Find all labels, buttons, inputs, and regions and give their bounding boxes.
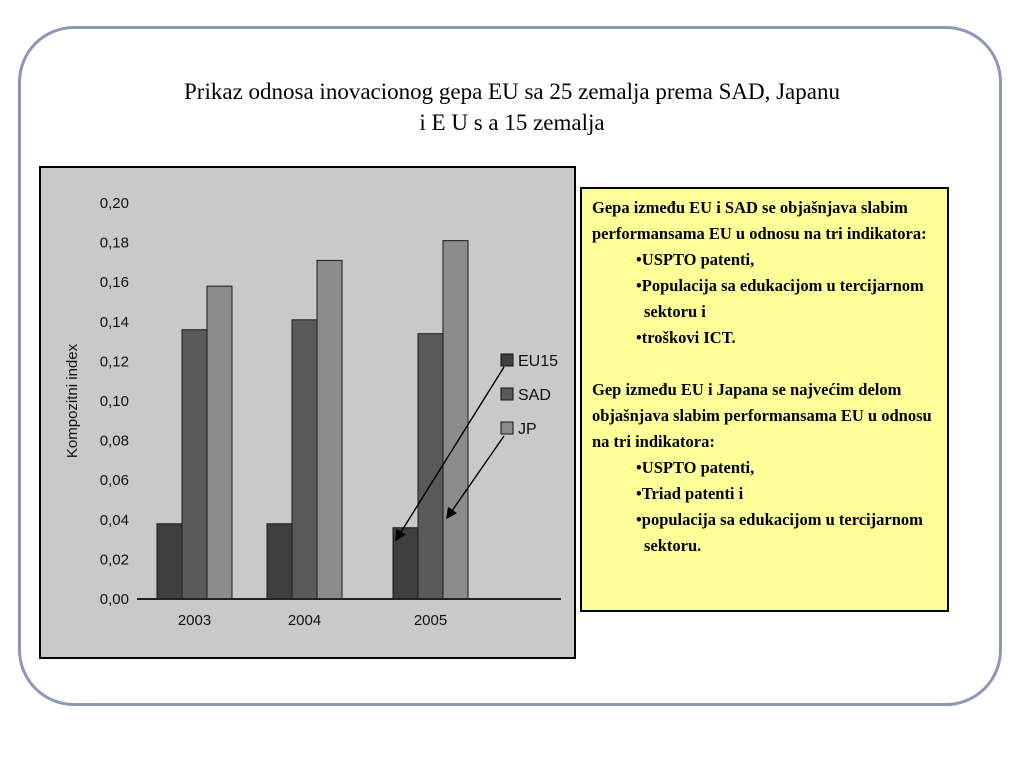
legend-swatch-eu15	[501, 354, 513, 366]
bar-sad-2005	[418, 334, 443, 599]
bullet-item: • Triad patenti i	[592, 481, 937, 507]
y-tick-label: 0,18	[99, 234, 129, 252]
bar-sad-2003	[182, 330, 207, 599]
bar-eu15-2004	[267, 524, 292, 599]
bar-jp-2005	[443, 241, 468, 599]
y-tick-label: 0,04	[99, 511, 129, 529]
legend-swatch-jp	[501, 422, 513, 434]
paragraph-eu-sad: Gepa između EU i SAD se objašnjava slabim performansama EU u odnosu na tri indikatora:	[592, 198, 927, 243]
legend-label-jp: JP	[518, 421, 537, 438]
y-tick-label: 0,00	[99, 591, 129, 608]
slide-title	[60, 76, 964, 138]
title-line-2: i E U s a 15 zemalja	[419, 110, 605, 135]
legend	[501, 353, 558, 438]
x-tick-label: 2003	[177, 612, 212, 629]
y-tick-label: 0,02	[99, 551, 129, 569]
legend-swatch-sad	[501, 388, 513, 400]
bullet-item: • Populacija sa edukacijom u tercijarnom sektoru i	[592, 273, 937, 325]
y-tick-label: 0,12	[99, 353, 129, 371]
explanation-textbox	[580, 187, 949, 612]
x-axis-labels	[178, 612, 447, 629]
y-tick-label: 0,16	[99, 274, 129, 292]
title-line-1: Prikaz odnosa inovacionog gepa EU sa 25 zemalja prema SAD, Japanu	[184, 79, 840, 104]
bar-sad-2004	[292, 320, 317, 599]
y-tick-label: 0,14	[99, 313, 129, 331]
y-tick-label: 0,08	[99, 432, 129, 450]
bar-chart	[41, 168, 574, 657]
bullet-item: • populacija sa edukacijom u tercijarnom sektoru.	[592, 507, 937, 559]
bars	[157, 241, 468, 599]
bullet-item: • USPTO patenti,	[592, 247, 937, 273]
x-tick-label: 2005	[413, 612, 448, 629]
bar-jp-2003	[207, 286, 232, 599]
y-tick-label: 0,10	[99, 393, 129, 410]
legend-label-eu15: EU15	[518, 353, 559, 370]
bar-jp-2004	[317, 260, 342, 599]
bullet-item: • troškovi ICT.	[592, 325, 937, 351]
y-axis-ticks	[100, 195, 129, 608]
y-tick-label: 0,20	[99, 195, 129, 212]
legend-label-sad: SAD	[518, 387, 551, 404]
y-tick-label: 0,06	[99, 472, 129, 490]
x-tick-label: 2004	[287, 612, 322, 629]
spacer	[592, 351, 937, 377]
y-axis-label: Kompozitni index	[64, 343, 81, 459]
bar-eu15-2003	[157, 524, 182, 599]
chart-image	[39, 166, 576, 659]
paragraph-eu-japan: Gep između EU i Japana se najvećim delom objašnjava slabim performansama EU u odnosu na tri indikatora:	[592, 380, 932, 451]
bullet-item: • USPTO patenti,	[592, 455, 937, 481]
